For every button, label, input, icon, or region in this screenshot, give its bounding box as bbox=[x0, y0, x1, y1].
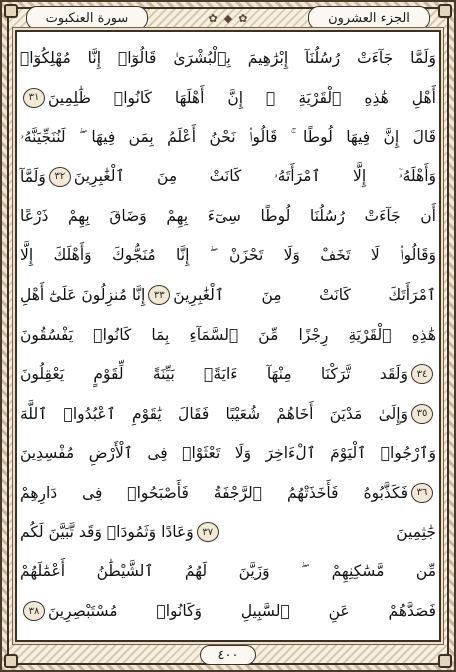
verse-text: هَٰذِهِ ٱلْقَرْيَةِ رِجْزًا مِّنَ ٱلسَّمَآءِ بِمَا كَانُوا۟ يَفْسُقُونَ bbox=[20, 325, 436, 344]
verse-text: وَلَقَد تَّرَكْنَا مِنْهَآ ءَايَةًۢ بَيِّنَةً لِّقَوْمٍ يَعْقِلُونَ bbox=[20, 365, 408, 383]
ayah-number-marker: ٣٢ bbox=[49, 167, 71, 187]
surah-title: سورة العنكبوت bbox=[26, 6, 148, 30]
verse-text: فَصَدَّهُمْ عَنِ ٱلسَّبِيلِ وَكَانُوا۟ مُسْتَبْصِرِينَ bbox=[48, 602, 436, 620]
flower-icon: ✿ bbox=[238, 11, 248, 25]
verse-text: وَأَهْلَهُۥٓ إِلَّا ٱمْرَأَتَهُۥ كَانَتْ مِنَ ٱلْغَٰبِرِينَ bbox=[73, 167, 436, 185]
verse-text: قَالَ إِنَّ فِيهَا لُوطًا ۚ قَالُوا۟ نَحْنُ أَعْلَمُ بِمَن فِيهَا ۖ لَنُنَجِّيَنَّهُۥ bbox=[20, 127, 436, 146]
ayah-number-marker: ٣٣ bbox=[148, 285, 170, 305]
verse-line bbox=[20, 556, 436, 588]
corner-ornament-top-right bbox=[438, 4, 452, 18]
verse-line bbox=[20, 319, 436, 351]
verse-line bbox=[20, 121, 436, 153]
flower-icon: ✿ bbox=[208, 11, 218, 25]
verse-text: وَإِلَىٰ مَدْيَنَ أَخَاهُمْ شُعَيْبًا فَقَالَ يَٰقَوْمِ ٱعْبُدُوا۟ ٱللَّهَ bbox=[20, 404, 408, 423]
header-ornament bbox=[186, 10, 270, 26]
corner-ornament-bottom-right bbox=[438, 654, 452, 668]
ayah-number-marker: ٣١ bbox=[23, 88, 45, 108]
verse-line bbox=[20, 161, 436, 193]
ayah-number-marker: ٣٨ bbox=[23, 601, 45, 621]
verse-text: مِّن مَّسَٰكِنِهِمْ ۖ وَزَيَّنَ لَهُمُ ٱلشَّيْطَٰنُ أَعْمَٰلَهُمْ bbox=[20, 562, 436, 580]
verse-text: فَكَذَّبُوهُ فَأَخَذَتْهُمُ ٱلرَّجْفَةُ فَأَصْبَحُوا۟ فِى دَارِهِمْ bbox=[20, 483, 408, 502]
verse-text-continuation: وَلَمَّآ bbox=[20, 167, 46, 186]
verse-line bbox=[20, 358, 436, 390]
verse-line bbox=[20, 437, 436, 469]
verse-line bbox=[20, 200, 436, 232]
ayah-number-marker: ٣٦ bbox=[411, 483, 433, 503]
verse-text: أَن جَآءَتْ رُسُلُنَا لُوطًا سِىٓءَ بِهِمْ وَضَاقَ بِهِمْ ذَرْعًا bbox=[20, 207, 436, 225]
ayah-number-marker: ٣٧ bbox=[197, 522, 219, 542]
verse-line bbox=[20, 398, 436, 430]
juz-title: الجزء العشرون bbox=[308, 6, 430, 30]
verse-line bbox=[20, 82, 436, 114]
verse-line bbox=[20, 477, 436, 509]
verse-line bbox=[20, 516, 436, 548]
verse-text: وَقَالُوا۟ لَا تَخَفْ وَلَا تَحْزَنْ ۖ إِنَّا مُنَجُّوكَ وَأَهْلَكَ إِلَّا bbox=[20, 246, 436, 264]
corner-ornament-bottom-left bbox=[4, 654, 18, 668]
ayah-number-marker: ٣٥ bbox=[411, 404, 433, 424]
corner-ornament-top-left bbox=[4, 4, 18, 18]
verse-text: وَٱرْجُوا۟ ٱلْيَوْمَ ٱلْءَاخِرَ وَلَا تَعْثَوْا۟ فِى ٱلْأَرْضِ مُفْسِدِينَ bbox=[20, 444, 436, 462]
verse-line bbox=[20, 279, 436, 311]
diamond-icon: ◆ bbox=[223, 11, 233, 25]
verse-line bbox=[20, 240, 436, 272]
verse-text: ٱمْرَأَتَكَ كَانَتْ مِنَ ٱلْغَٰبِرِينَ bbox=[173, 286, 436, 304]
verse-line bbox=[20, 595, 436, 627]
verse-text: وَلَمَّا جَآءَتْ رُسُلُنَآ إِبْرَٰهِيمَ بِٱلْبُشْرَىٰ قَالُوٓا۟ إِنَّا مُهْلِكُوٓا۟ bbox=[20, 49, 436, 67]
ayah-number-marker: ٣٤ bbox=[411, 364, 433, 384]
quran-text-area bbox=[20, 42, 436, 634]
page-number: ٤٠٠ bbox=[200, 645, 256, 665]
verse-text: جَٰثِمِينَ bbox=[396, 523, 436, 541]
verse-line bbox=[20, 42, 436, 74]
verse-text-continuation: إِنَّا مُنزِلُونَ عَلَىٰٓ أَهْلِ bbox=[20, 286, 146, 304]
verse-text: أَهْلِ هَٰذِهِ ٱلْقَرْيَةِ ۖ إِنَّ أَهْلَهَا كَانُوا۟ ظَٰلِمِينَ bbox=[48, 88, 436, 107]
verse-text-continuation: وَعَادًا وَثَمُودَا۟ وَقَد تَّبَيَّنَ لَكُم bbox=[20, 523, 194, 541]
